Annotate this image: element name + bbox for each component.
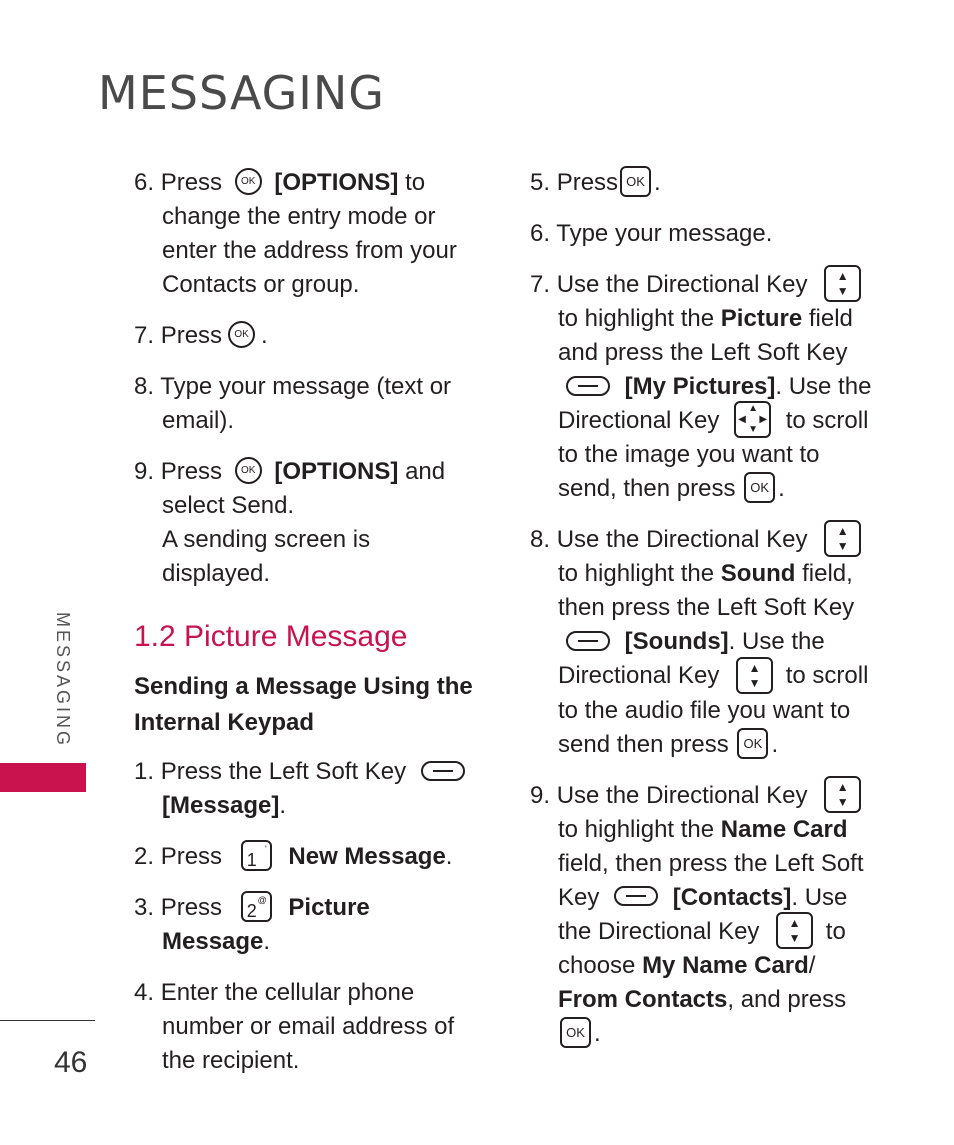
step-left-2: 2. Press 1 ' New Message. (134, 840, 480, 874)
page-number-rule (0, 1020, 95, 1021)
ok-key-icon: OK (744, 472, 775, 503)
key-1-icon: 1 ' (241, 840, 272, 871)
left-soft-key-icon (566, 631, 610, 651)
ok-round-key-icon: OK (235, 457, 262, 484)
step-right-6: 6. Type your message. (530, 220, 773, 247)
side-tab-marker (0, 763, 86, 792)
step-left-7: 7. Press OK . (134, 322, 268, 349)
step-note: A sending screen is displayed. (162, 526, 371, 587)
step-left-8: 8. Type your message (text or email). (134, 373, 452, 434)
section-title: 1.2 Picture Message (134, 620, 408, 653)
ok-key-icon: OK (620, 166, 651, 197)
ok-key-icon: OK (737, 728, 768, 759)
ok-round-key-icon: OK (235, 168, 262, 195)
step-right-5: 5. Press OK . (530, 166, 875, 200)
ok-round-key-icon: OK (228, 321, 255, 348)
directional-key-4way-icon: ▲ ▼ ◀ ▶ (734, 401, 771, 438)
side-tab-label: MESSAGING (53, 612, 73, 749)
step-right-9: 9. Use the Directional Key ▲ ▼ to highlight the Name Card field, then press the Left Soft Key [Contacts]. Use the Directional Key ▲ ▼ to choose My Name Card/ From Contacts, and press OK . (530, 779, 875, 1051)
key-2-icon: 2 @ (241, 891, 272, 922)
directional-key-up-down-icon: ▲ ▼ (824, 776, 861, 813)
step-right-7: 7. Use the Directional Key ▲ ▼ to highlight the Picture field and press the Left Soft Key [My Pictures]. Use the Directional Key ▲ ▼ ◀ ▶ to scroll to the image you want to send, then press OK . (530, 268, 875, 506)
page-title: MESSAGING (98, 66, 385, 120)
directional-key-up-down-icon: ▲ ▼ (776, 912, 813, 949)
page-number: 46 (54, 1046, 88, 1079)
step-left-1: 1. Press the Left Soft Key [Message]. (134, 755, 480, 823)
left-column (134, 166, 480, 1095)
step-left-6: 6. Press OK [OPTIONS] to change the entry mode or enter the address from your Contacts or group. (134, 169, 457, 298)
right-column (530, 166, 875, 1068)
step-left-4: 4. Enter the cellular phone number or email address of the recipient. (134, 979, 455, 1074)
step-left-9: 9. Press OK [OPTIONS] and select Send. A sending screen is displayed. (134, 455, 480, 591)
left-soft-key-icon (614, 886, 658, 906)
directional-key-up-down-icon: ▲ ▼ (824, 520, 861, 557)
step-left-3: 3. Press 2 @ Picture Message. (134, 891, 480, 959)
step-right-8: 8. Use the Directional Key ▲ ▼ to highlight the Sound field, then press the Left Soft Key [Sounds]. Use the Directional Key ▲ ▼ to scroll to the audio file you want to send then press OK . (530, 523, 875, 761)
subsection-heading: Sending a Message Using the Internal Keypad (134, 673, 473, 736)
directional-key-up-down-icon: ▲ ▼ (824, 265, 861, 302)
left-soft-key-icon (566, 376, 610, 396)
left-soft-key-icon (421, 761, 465, 781)
directional-key-up-down-icon: ▲ ▼ (736, 657, 773, 694)
ok-key-icon: OK (560, 1017, 591, 1048)
